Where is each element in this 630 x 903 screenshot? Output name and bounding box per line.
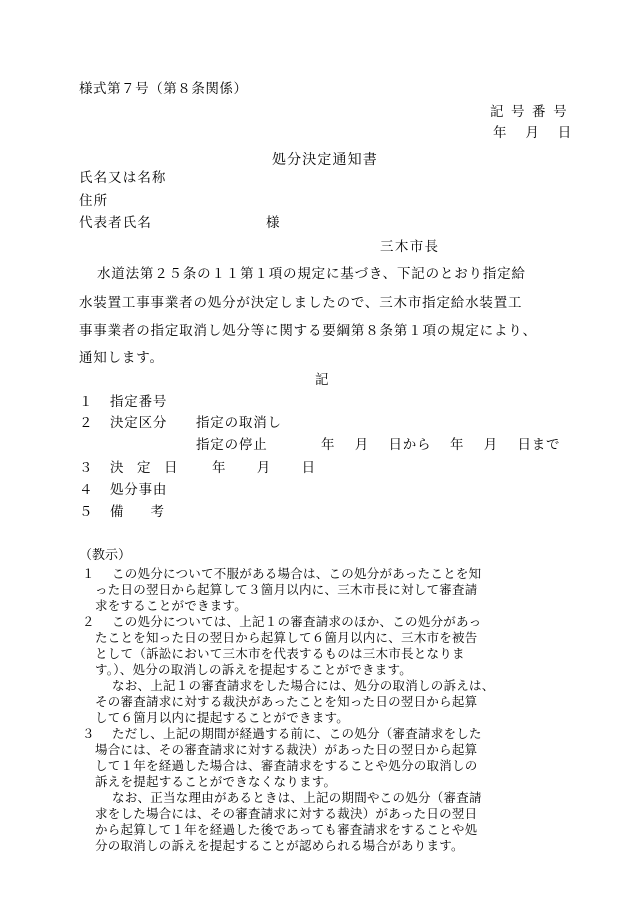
instruction-line: から起算して１年を経過した後であっても審査請求をすることや処 [95, 822, 478, 837]
instruction-line: なお、正当な理由があるときは、上記の期間やこの処分（審査請 [112, 790, 482, 805]
sender-name: 三木市長 [380, 239, 440, 255]
ki-heading: 記 [315, 372, 329, 388]
recipient-name-label: 氏名又は名称 [79, 170, 167, 186]
instruction-number: ２ [82, 614, 95, 629]
item-number: ５ [79, 504, 93, 520]
item-label: 決 定 日 [110, 460, 178, 476]
item-number: １ [79, 394, 93, 410]
instruction-heading: （教示） [79, 548, 132, 563]
suspension-period-to: 年 月 日まで [450, 437, 561, 453]
instruction-number: １ [82, 566, 95, 581]
suspension-period-from: 年 月 日から [321, 437, 432, 453]
instruction-line: ただし、上記の期間が経過する前に、この処分（審査請求をした [112, 726, 482, 741]
instruction-line: して１年を経過した場合は、審査請求をすることや処分の取消しの [95, 758, 478, 773]
item-label: 指定番号 [110, 394, 168, 410]
document-title: 処分決定通知書 [272, 152, 378, 168]
honorific-sama: 様 [266, 215, 280, 231]
item-label: 決定区分 [110, 415, 168, 431]
item-number: ２ [79, 415, 93, 431]
body-line-1: 水道法第２５条の１１第１項の規定に基づき、下記のとおり指定給 [97, 266, 526, 282]
option-revocation: 指定の取消し [196, 415, 282, 431]
body-line-3: 事事業者の指定取消し処分等に関する要綱第８条第１項の規定により、 [79, 323, 537, 339]
instruction-line: たことを知った日の翌日から起算して６箇月以内に、三木市を被告 [95, 630, 478, 645]
decision-date-value: 年 月 日 [212, 460, 316, 476]
instruction-line: す。）、処分の取消しの訴えを提起することができます。 [95, 662, 413, 677]
document-number: 記 号 番 号 [490, 104, 569, 120]
instruction-line: なお、上記１の審査請求をした場合には、処分の取消しの訴えは、 [112, 678, 495, 693]
item-label: 備 考 [110, 504, 164, 520]
body-line-4: 通知します。 [79, 350, 164, 366]
item-number: ３ [79, 460, 93, 476]
item-label: 処分事由 [110, 482, 168, 498]
recipient-address-label: 住所 [79, 193, 109, 209]
instruction-line: 分の取消しの訴えを提起することが認められる場合があります。 [95, 838, 464, 853]
instruction-line: った日の翌日から起算して３箇月以内に、三木市長に対して審査請 [95, 582, 478, 597]
instruction-line: この処分については、上記１の審査請求のほか、この処分があっ [112, 614, 482, 629]
instruction-line: 場合には、その審査請求に対する裁決）があった日の翌日から起算 [95, 742, 478, 757]
instruction-line: この処分について不服がある場合は、この処分があったことを知 [112, 566, 482, 581]
body-line-2: 水装置工事事業者の処分が決定しましたので、三木市指定給水装置工 [79, 295, 523, 311]
instruction-line: 求をすることができます。 [95, 598, 248, 613]
item-number: ４ [79, 482, 93, 498]
document-date: 年 月 日 [493, 125, 574, 141]
instruction-line: その審査請求に対する裁決があったことを知った日の翌日から起算 [95, 694, 478, 709]
option-suspension: 指定の停止 [196, 437, 268, 453]
instruction-line: 求をした場合には、その審査請求に対する裁決）があった日の翌日 [95, 806, 478, 821]
form-label: 様式第７号（第８条関係） [79, 81, 248, 97]
instruction-line: して６箇月以内に提起することができます。 [95, 710, 350, 725]
instruction-line: として（訴訟において三木市を代表するものは三木市長となりま [95, 646, 465, 661]
representative-label: 代表者氏名 [79, 215, 152, 231]
instruction-line: 訴えを提起することができなくなります。 [95, 774, 337, 789]
instruction-number: ３ [82, 726, 95, 741]
